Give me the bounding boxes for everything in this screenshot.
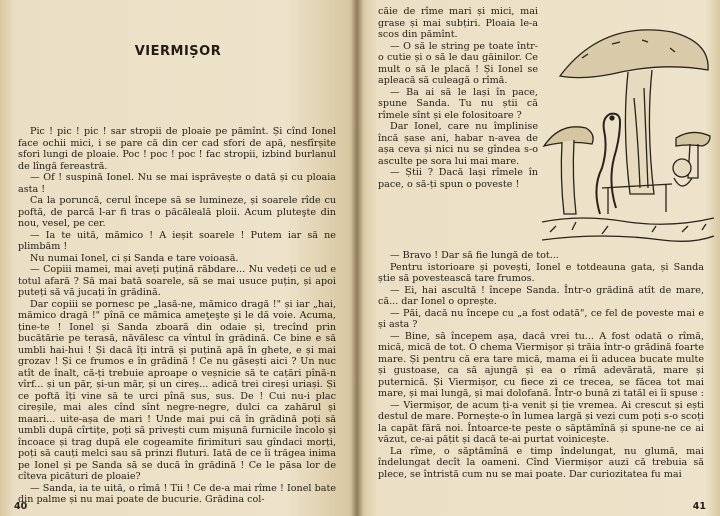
right-page-text-top <box>378 6 538 190</box>
mushroom-worm-illustration-icon <box>542 18 714 248</box>
paragraph: — Of ! suspină Ionel. Nu se mai isprăvește o dată și cu ploaia asta ! <box>18 172 336 195</box>
paragraph: — Copiii mamei, mai aveți puțină răbdare... Nu vedeți ce ud e totul afară ? Să mai bată soarele, să se mai usuce puțin, și apoi puteți să vă jucați în grădină. <box>18 264 336 298</box>
story-title: VIERMIȘOR <box>134 44 222 59</box>
paragraph: — Bine, să începem așa, dacă vrei tu... A fost odată o rîmă, mică, mică de tot. O chema Viermișor și trăia într-o grădină foarte mare. Și pentru că era tare mică, mama ei îi aducea bucate multe și gustoase, ca să ajungă și ea o rîmă adevărată, mare și puternică. Și Viermișor, cu fiece zi ce trecea, se făcea tot mai mare, și mai lungă, și mai dolofană. Într-o bună zi tatăl ei îi spuse : <box>378 330 704 399</box>
right-page-text-bottom <box>378 250 704 480</box>
page-number-right: 41 <box>692 501 706 512</box>
paragraph: — Ei, hai ascultă ! începe Sanda. Într-o grădină atît de mare, că... dar Ionel o oprește. <box>378 284 704 307</box>
paragraph: Pentru istorioare și povești, Ionel e totdeauna gata, și Sanda știe să povestească tare frumos. <box>378 261 704 284</box>
paragraph: căie de rîme mari și mici, mai grase și mai subțiri. Ploaia le-a scos din pămînt. <box>378 6 538 40</box>
paragraph: — Bravo ! Dar să fie lungă de tot... <box>390 250 559 261</box>
paragraph: — O să le string pe toate într-o cutie și o să le dau găinilor. Ce mult o să le placă ! Și Ionel se apleacă să culeagă o rîmă. <box>378 40 538 86</box>
paragraph: Ca la poruncă, cerul începe să se lumineze, și soarele rîde cu poftă, de parcă l-ar fi tras o păcăleală ploii. Acum pluteşte din nou, vesel, pe cer. <box>18 195 336 229</box>
paragraph: — Ia te uită, mămico ! A ieșit soarele ! Putem iar să ne plimbăm ! <box>18 229 336 252</box>
paragraph: — Viermișor, de acum ți-a venit și ție vremea. Ai crescut și ești destul de mare. Pornește-o în lumea largă și vezi cum poți s-o scoți la capăt fără noi. Întoarce-te peste o săptămînă și spune-ne ce ai văzut, ce-ai pățit și dacă te-ai purtat voinicește. <box>378 399 705 445</box>
paragraph: Dar copiii se pornesc pe „lasă-ne, mămico dragă !" și iar „hai, mămico dragă !" pînă ce mămica ameţeşte şi le dă voie. Acuma, ține-te ! Ionel și Sanda zboară din odaie și, trecînd prin bucătărie pe terasă, năvălesc ca vîntul în grădină. Ce bine e să umbli hai-hui ! Și dacă îți intră și puțină apă în ghete, e și mai grozav ! Și ce frumos e în grădină ! Ce nu găsești aici ? Un nuc atît de înalt, că-ți trebuie aproape o veșnicie să te cațări pînă-n vîrf... și un păr, și-un măr, și un cireș... adică trei cireși uriași. Și ce poftă îți vine să te urci pînă sus, sus. De ! Cui nu-i plac cireșile, mai ales cînd sînt negre-negre, dulci ca zahărul și maari... uite-așa de mari ! Unde mai pui că în grădină poți să umbli după cîrtițe, poți să privești cum mișună furnicile încolo și încoace și trag după ele cogeamite firimituri sau gîndaci morți, poți să cauți melci sau să prinzi fluturi. Iată de ce îi trăgea inima pe Ionel și pe Sanda să se ducă în grădină ! Ce le păsa lor de cîteva picături de ploaie? <box>18 298 336 482</box>
paragraph: Nu numai Ionel, ci și Sanda e tare voioasă. <box>30 252 239 264</box>
book-gutter <box>350 0 364 516</box>
page-number-left: 40 <box>14 501 28 512</box>
left-page-text <box>18 126 336 506</box>
left-page <box>0 0 356 516</box>
paragraph: La rîme, o săptămînă e timp îndelungat, nu glumă, mai îndelungat decît la oameni. Cînd Viermișor auzi că trebuia să plece, se întristă cum nu se mai poate. Dar curiozitatea fu mai <box>378 445 704 480</box>
paragraph: — Sanda, ia te uită, o rîmă ! Tii ! Ce de-a mai rîme ! Ionel bate din palme și nu mai poate de bucurie. Grădina col- <box>18 482 336 505</box>
right-page <box>356 0 720 516</box>
paragraph: — Păi, dacă nu începe cu „a fost odată", ce fel de poveste mai e și asta ? <box>378 307 704 330</box>
paragraph: Pic ! pic ! pic ! sar stropii de ploaie pe pămînt. Și cînd Ionel face ochii mici, i se pare că din cer cad sfori de apă, nesfîrșite sfori lungi de ploaie. Poc ! poc ! poc ! fac stropii, izbind burlanul de lîngă fereastră. <box>18 126 336 172</box>
paragraph: Dar Ionel, care nu împlinise încă șase ani, habar n-avea de așa ceva și nici nu se gîndea s-o asculte pe sora lui mai mare. <box>378 121 538 167</box>
paragraph: — Ba ai să le lași în pace, spune Sanda. Tu nu știi că rîmele sînt și ele folositoare ? <box>378 86 538 121</box>
paragraph: — Știi ? Dacă lași rîmele în pace, o să-ți spun o poveste ! <box>378 167 538 190</box>
